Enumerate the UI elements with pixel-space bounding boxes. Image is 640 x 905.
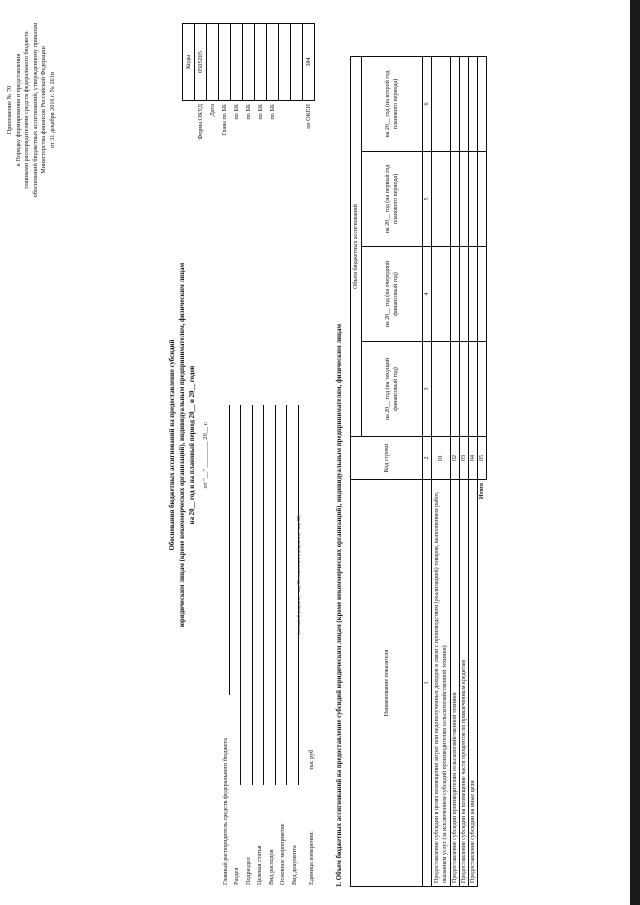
value-cell: [460, 247, 469, 342]
row-code: 04: [469, 437, 478, 480]
section-title: 1. Объем бюджетных ассигнований на предоставление субсидий юридическим лицам (кроме некоммерческих организаций), индивидуальным предпринимателям, физическим лицам: [336, 324, 343, 887]
table-row: [460, 57, 469, 887]
field-label: Раздел: [233, 867, 240, 885]
document-type-hint: (основной документ - код 01; изменения к документу - код 02): [296, 515, 301, 635]
col-header-year: на 20__ год (на второй год планового периода): [362, 57, 423, 152]
appendix-line: Приложение № 70: [6, 85, 13, 135]
appendix-note: [6, 15, 57, 205]
row-name: Предоставление субсидии в целях возмещения затрат или недополученных доходов в связи с производством (реализацией) товаров, выполнением работ, оказанием услуг (за исключением субсидий производителям сельскохозяйственной техники): [432, 480, 451, 887]
field-label: Главный распорядитель средств федерального бюджета: [221, 738, 229, 885]
codes-block: [182, 17, 315, 187]
col-header-name: Наименование показателя: [351, 480, 423, 887]
code-value: [267, 24, 279, 101]
code-value: [219, 24, 231, 101]
code-value: [279, 24, 291, 101]
field-row: [241, 405, 253, 885]
code-label: Глава по БК: [221, 104, 228, 136]
value-cell: [469, 57, 478, 152]
code-value: [291, 24, 303, 101]
value-cell: [460, 152, 469, 247]
col-header-year: на 20__ год (на очередной финансовый год): [362, 247, 423, 342]
title-line: на 20__ год и на плановый период 20__ и 20__ годов: [189, 365, 196, 525]
title-line: юридическим лицам (кроме некоммерческих организаций), индивидуальным предпринимателям, физическим лицам: [179, 262, 186, 628]
value-cell: [469, 247, 478, 342]
value-cell: [451, 57, 460, 152]
row-name: Предоставление субсидии на иные цели: [469, 480, 478, 887]
value-cell: [432, 57, 451, 152]
document-date: от "__" ________ 20__ г.: [202, 421, 209, 489]
code-label: Форма ОКУД: [197, 104, 204, 140]
code-value: 384: [303, 24, 315, 101]
code-value: [207, 24, 219, 101]
code-label: по БК: [233, 104, 240, 120]
col-number: 5: [423, 152, 432, 247]
field-label: Вид документа: [290, 845, 298, 885]
title-line: Обоснования бюджетных ассигнований на предоставление субсидий: [169, 339, 176, 551]
field-label: Основное мероприятие: [279, 823, 286, 885]
value-cell: [451, 152, 460, 247]
unit-value: тыс руб: [308, 749, 315, 770]
value-cell: [460, 57, 469, 152]
appendix-line: Министерства финансов Российской Федерации: [40, 46, 47, 174]
table-row: [451, 57, 460, 887]
header-fields: [218, 405, 299, 885]
document-title: [168, 185, 198, 705]
total-label: Итого: [479, 483, 486, 500]
col-header-year: на 20__ год (на текущий финансовый год): [362, 342, 423, 437]
code-label: по ОКЕИ: [305, 104, 312, 129]
code-label: по БК: [269, 104, 276, 120]
col-number: 3: [423, 342, 432, 437]
code-label: [279, 101, 291, 188]
field-row: [253, 405, 265, 885]
code-value: [243, 24, 255, 101]
value-cell: [478, 152, 487, 247]
table-row: [469, 57, 478, 887]
value-cell: [478, 247, 487, 342]
value-cell: [469, 342, 478, 437]
appendix-line: главными распорядителями средств федерального бюджета: [23, 31, 30, 189]
value-cell: [432, 152, 451, 247]
appendix-line: от 31 декабря 2016 г. № 261н: [48, 71, 56, 149]
code-value: 0505205: [195, 24, 207, 101]
field-label: Целевая статья: [256, 845, 263, 885]
value-cell: [478, 342, 487, 437]
field-label: Подраздел: [244, 857, 252, 885]
row-code: 02: [451, 437, 460, 480]
row-name: Предоставление субсидии производителям сельскохозяйственной техники: [451, 480, 460, 887]
value-cell: [451, 247, 460, 342]
col-header-code: Код строки: [351, 437, 423, 480]
row-code: 01: [432, 437, 451, 480]
code-label: по БК: [257, 104, 264, 120]
col-header-year: на 20__ год (на первый год планового периода): [362, 152, 423, 247]
code-label: [291, 101, 303, 188]
appendix-line: к Порядку формирования и представления: [14, 53, 22, 167]
field-label: Вид расходов: [267, 849, 275, 885]
col-number: 6: [423, 57, 432, 152]
allocations-table: [350, 56, 487, 887]
value-cell: [451, 342, 460, 437]
value-cell: [469, 152, 478, 247]
code-value: [255, 24, 267, 101]
code-label: Дата: [209, 104, 216, 117]
field-row: [276, 405, 288, 885]
total-code: 05: [478, 437, 487, 480]
scan-edge: [630, 0, 640, 905]
field-row: [264, 405, 276, 885]
codes-header: Коды: [183, 24, 195, 101]
col-number: 1: [423, 480, 432, 887]
col-number: 2: [423, 437, 432, 480]
appendix-line: обоснований бюджетных ассигнований, утвержденному приказом: [31, 22, 39, 198]
code-label: по БК: [245, 104, 252, 120]
col-header-group: Объем бюджетных ассигнований: [351, 57, 362, 437]
value-cell: [478, 57, 487, 152]
field-row: [218, 405, 230, 885]
code-value: [231, 24, 243, 101]
value-cell: [460, 342, 469, 437]
field-row: [230, 405, 242, 885]
value-cell: [432, 247, 451, 342]
value-cell: [432, 342, 451, 437]
row-name: Предоставление субсидии на возмещение части процентов по привлеченным кредитам: [460, 480, 469, 887]
unit-label: Единица измерения:: [308, 831, 315, 885]
col-number: 4: [423, 247, 432, 342]
total-row: [478, 57, 487, 887]
row-code: 03: [460, 437, 469, 480]
table-row: [432, 57, 451, 887]
